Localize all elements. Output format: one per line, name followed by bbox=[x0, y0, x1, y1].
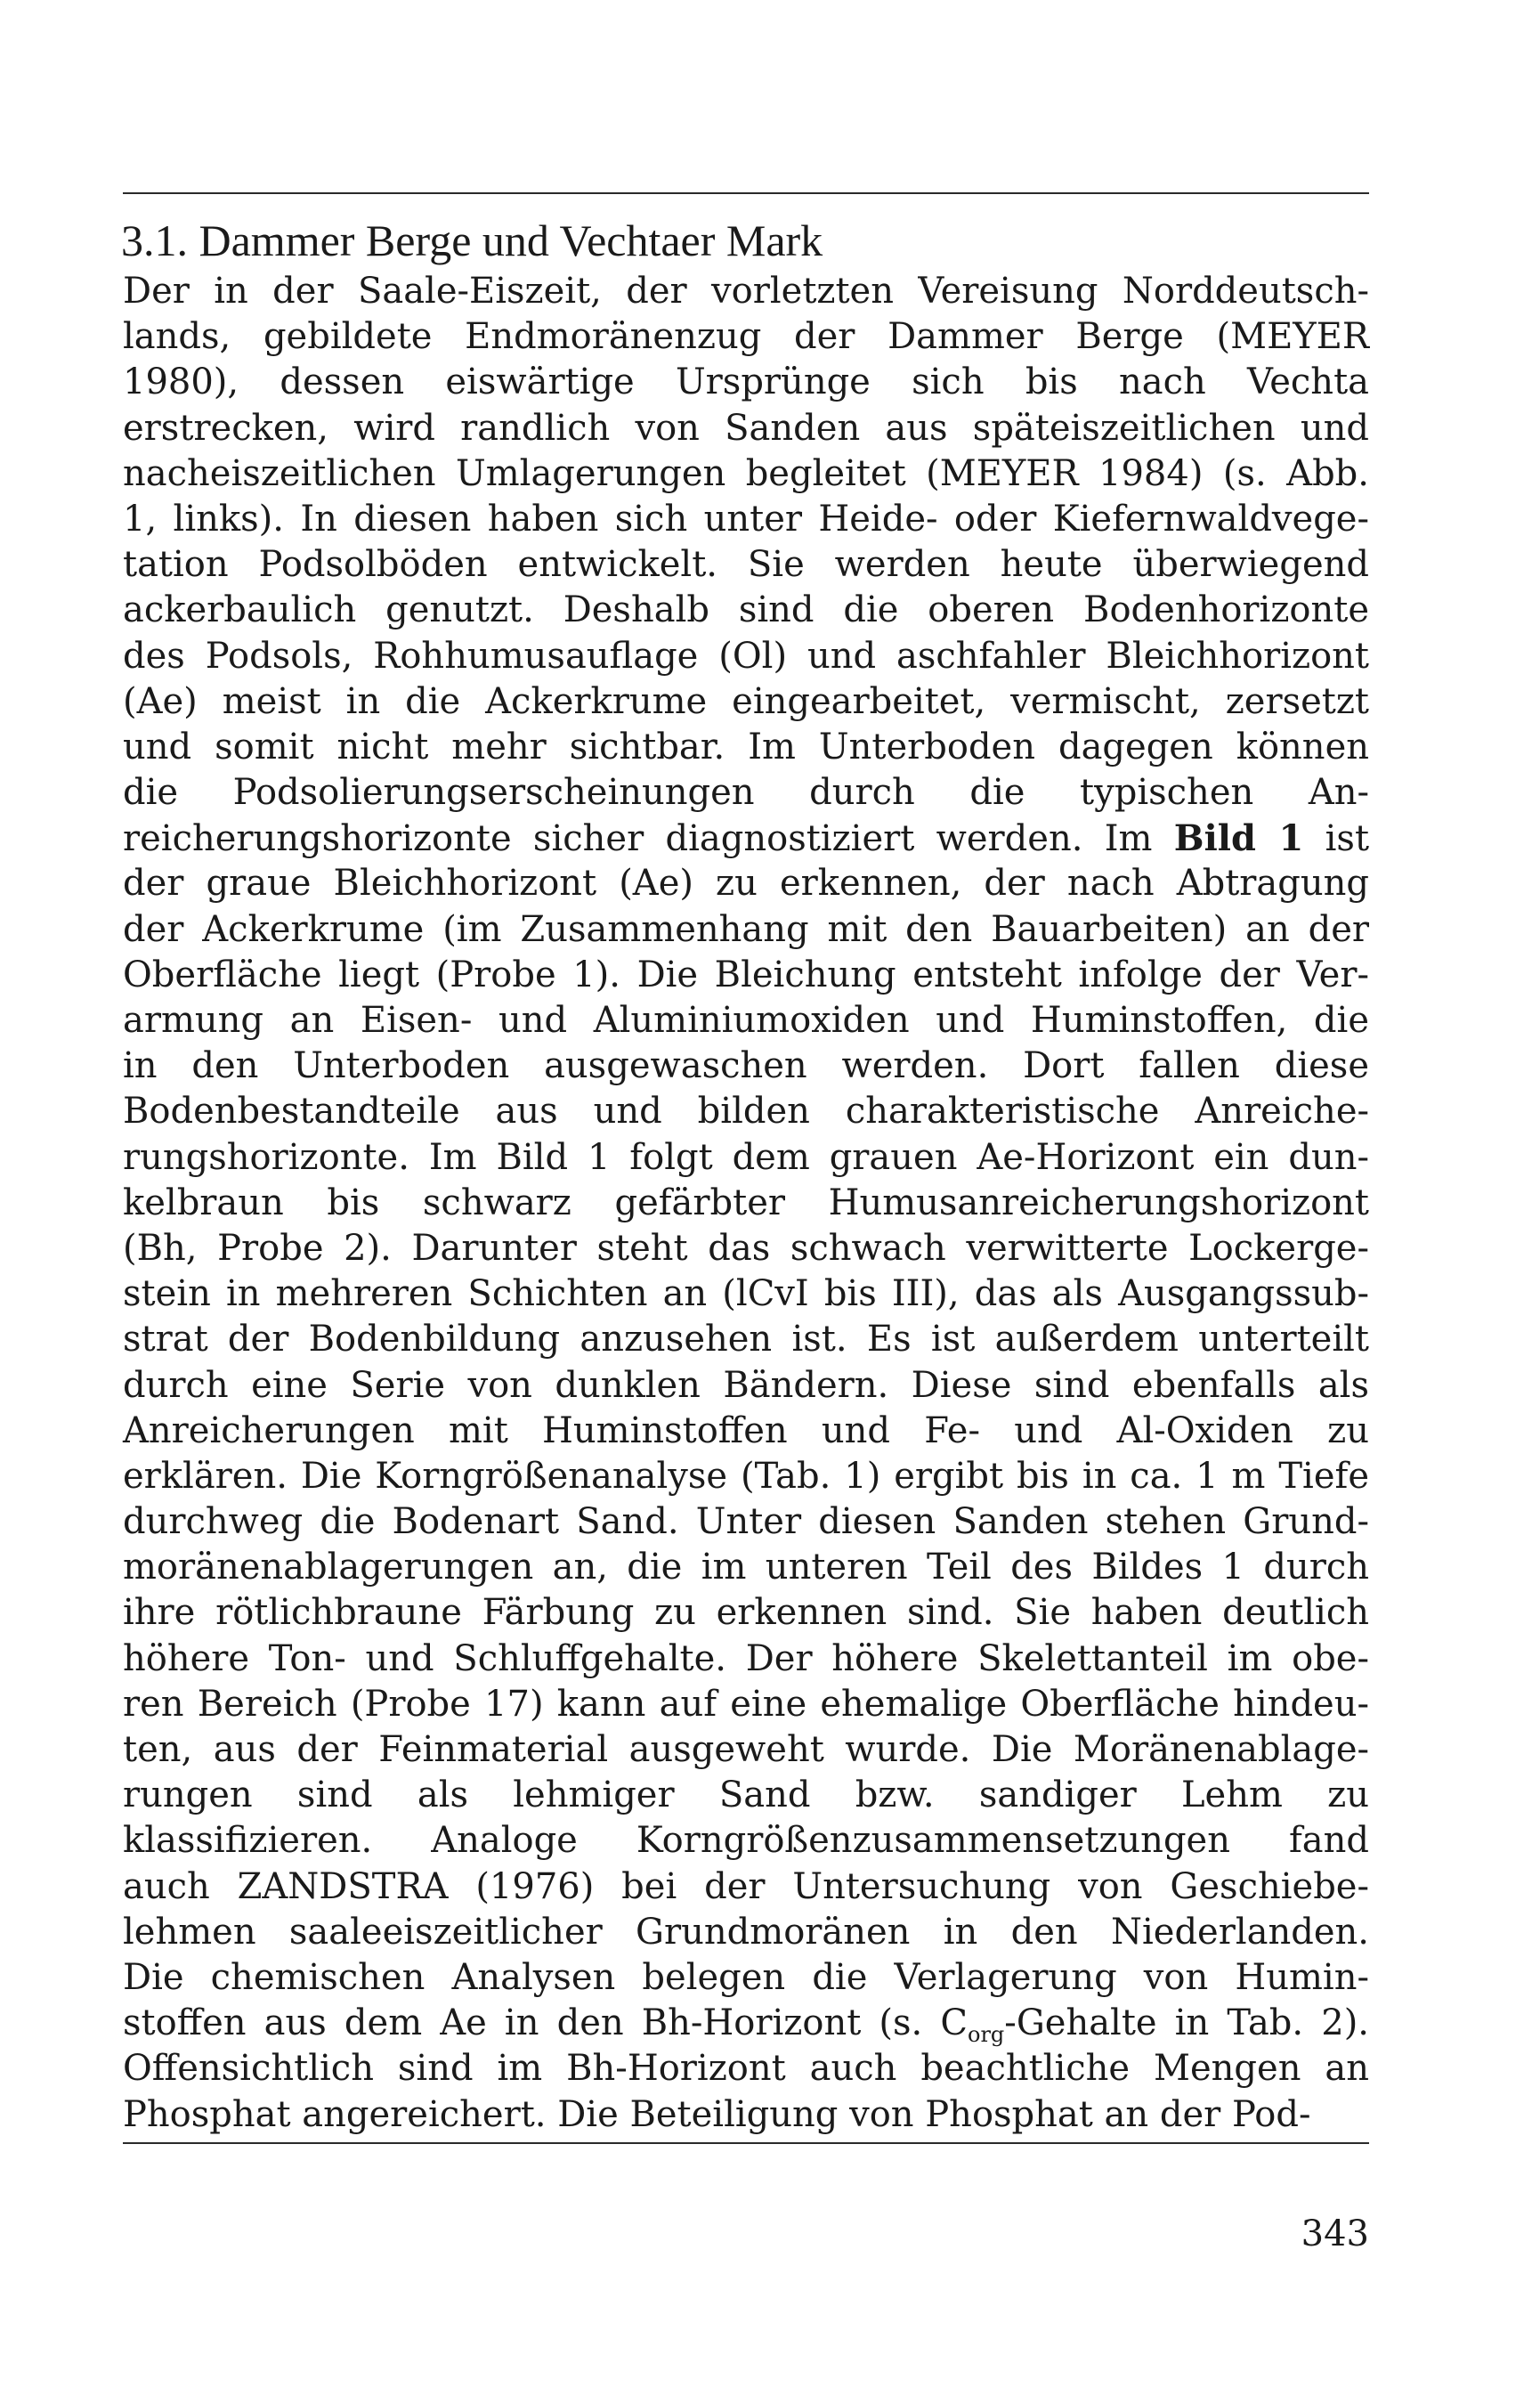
text-line: lands, gebildete Endmoränenzug der Dammer Berge (MEYER bbox=[123, 316, 1369, 358]
text-segment: -Gehalte in Tab. 2). bbox=[1004, 2002, 1370, 2044]
text-segment: reicherungshorizonte sicher diagnostiziert werden. Im bbox=[123, 818, 1174, 860]
text-line: die Podsolierungserscheinungen durch die typischen An- bbox=[123, 772, 1369, 814]
text-line: ten, aus der Feinmaterial ausgeweht wurde. Die Moränenablage- bbox=[123, 1729, 1369, 1770]
subscript: org bbox=[968, 2022, 1005, 2048]
text-line: klassifizieren. Analoge Korngrößenzusammensetzungen fand bbox=[123, 1820, 1369, 1862]
page-number: 343 bbox=[1301, 2213, 1369, 2254]
text-line: Die chemischen Analysen belegen die Verlagerung von Humin- bbox=[123, 1956, 1369, 1998]
text-line: in den Unterboden ausgewaschen werden. Dort fallen diese bbox=[123, 1045, 1369, 1087]
text-line: Bodenbestandteile aus und bilden charakteristische Anreiche- bbox=[123, 1091, 1369, 1133]
text-line: durchweg die Bodenart Sand. Unter diesen Sanden stehen Grund- bbox=[123, 1501, 1369, 1543]
body-text bbox=[123, 269, 1369, 2138]
text-line: und somit nicht mehr sichtbar. Im Unterboden dagegen können bbox=[123, 726, 1369, 767]
text-line: Der in der Saale-Eiszeit, der vorletzten Vereisung Norddeutsch- bbox=[123, 271, 1369, 312]
text-line: der graue Bleichhorizont (Ae) zu erkennen, der nach Abtragung bbox=[123, 863, 1369, 905]
figure-reference: Bild 1 bbox=[1173, 817, 1304, 860]
text-line: rungshorizonte. Im Bild 1 folgt dem grauen Ae-Horizont ein dun- bbox=[123, 1136, 1369, 1178]
text-segment: stoffen aus dem Ae in den Bh-Horizont (s. C bbox=[123, 2002, 968, 2044]
text-line: lehmen saaleeiszeitlicher Grundmoränen in den Niederlanden. bbox=[123, 1911, 1369, 1953]
bottom-rule bbox=[123, 2142, 1369, 2144]
section-heading: 3.1. Dammer Berge und Vechtaer Mark bbox=[121, 215, 823, 265]
text-line: 1, links). In diesen haben sich unter Heide- oder Kiefernwaldvege- bbox=[123, 498, 1369, 540]
text-line: kelbraun bis schwarz gefärbter Humusanreicherungshorizont bbox=[123, 1182, 1369, 1223]
text-line: Anreicherungen mit Huminstoffen und Fe- und Al-Oxiden zu bbox=[123, 1409, 1369, 1451]
text-line: ackerbaulich genutzt. Deshalb sind die oberen Bodenhorizonte bbox=[123, 589, 1369, 631]
text-line: 1980), dessen eiswärtige Ursprünge sich bis nach Vechta bbox=[123, 361, 1369, 403]
text-line: rungen sind als lehmiger Sand bzw. sandiger Lehm zu bbox=[123, 1775, 1369, 1816]
text-line: erstrecken, wird randlich von Sanden aus späteiszeitlichen und bbox=[123, 407, 1369, 449]
text-line: stein in mehreren Schichten an (lCvI bis III), das als Ausgangssub- bbox=[123, 1273, 1369, 1315]
text-line: auch ZANDSTRA (1976) bei der Untersuchung von Geschiebe- bbox=[123, 1865, 1369, 1907]
text-segment: ist bbox=[1303, 818, 1370, 860]
text-line: erklären. Die Korngrößenanalyse (Tab. 1) ergibt bis in ca. 1 m Tiefe bbox=[123, 1455, 1369, 1497]
text-line: (Bh, Probe 2). Darunter steht das schwach verwitterte Lockerge- bbox=[123, 1227, 1369, 1269]
text-line: strat der Bodenbildung anzusehen ist. Es ist außerdem unterteilt bbox=[123, 1319, 1369, 1360]
text-line: tation Podsolböden entwickelt. Sie werden heute überwiegend bbox=[123, 544, 1369, 586]
text-line: ren Bereich (Probe 17) kann auf eine ehemalige Oberfläche hindeu- bbox=[123, 1683, 1369, 1725]
text-line: des Podsols, Rohhumusauflage (Ol) und aschfahler Bleichhorizont bbox=[123, 635, 1369, 677]
text-line: Oberfläche liegt (Probe 1). Die Bleichung entsteht infolge der Ver- bbox=[123, 954, 1369, 995]
text-line: Phosphat angereichert. Die Beteiligung von Phosphat an der Pod- bbox=[123, 2093, 1311, 2135]
text-line: ihre rötlichbraune Färbung zu erkennen sind. Sie haben deutlich bbox=[123, 1592, 1369, 1634]
text-line: nacheiszeitlichen Umlagerungen begleitet (MEYER 1984) (s. Abb. bbox=[123, 452, 1369, 494]
top-rule bbox=[123, 192, 1369, 194]
text-line: (Ae) meist in die Ackerkrume eingearbeitet, vermischt, zersetzt bbox=[123, 680, 1369, 722]
text-line bbox=[123, 2001, 1369, 2046]
text-line: armung an Eisen- und Aluminiumoxiden und Huminstoffen, die bbox=[123, 1000, 1369, 1041]
text-line: durch eine Serie von dunklen Bändern. Diese sind ebenfalls als bbox=[123, 1364, 1369, 1406]
text-line: moränenablagerungen an, die im unteren Teil des Bildes 1 durch bbox=[123, 1547, 1369, 1588]
text-line: der Ackerkrume (im Zusammenhang mit den Bauarbeiten) an der bbox=[123, 908, 1369, 950]
text-line bbox=[123, 816, 1369, 861]
text-line: Offensichtlich sind im Bh-Horizont auch beachtliche Mengen an bbox=[123, 2048, 1369, 2090]
text-line: höhere Ton- und Schluffgehalte. Der höhere Skelettanteil im obe- bbox=[123, 1637, 1369, 1679]
